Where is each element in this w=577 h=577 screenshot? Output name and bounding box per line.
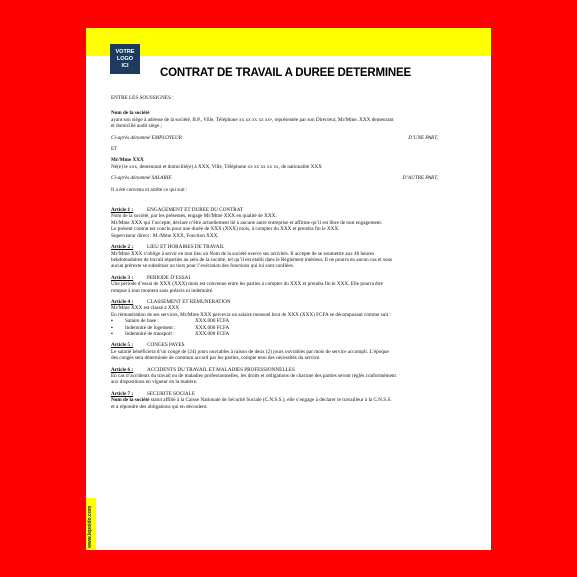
article-line: Une période d’essai de XXX (XXX) mois est convenue entre les parties à compter du XXX et prendra fin le XXX. Elle pourra être xyxy=(111,281,383,288)
article-line: En cas d’accidents du travail ou de maladies professionnelles, les droits et obligations de chacune des parties seront réglés conformément xyxy=(111,373,396,379)
logo-line: LOGO xyxy=(116,55,134,62)
article-line: hebdomadaires de travail réparties au sein de la société, tel qu’il est établi dans le Règlement intérieur. Il ne pourra en aucun cas et sous xyxy=(111,256,393,263)
article-line: Superviseur direct : M./Mme XXX, Fonction XXX. xyxy=(111,232,219,239)
article-line: Le salarié bénéficiera d’un congé de (24) jours ouvrables à raison de deux (2) jours ouvrables par mois de service accompli. L’époque xyxy=(111,348,389,355)
employer-line: ayant son siège à adresse de la société, B.P., Ville, Téléphone xx xx xx xx xx•, représentée par son Directeur, Mr/Mme. XXX demeurant xyxy=(111,116,394,123)
article-line: En rémunération de ses services, Mr/Mme XXX percevra un salaire mensuel brut de XXX (XXX) FCFA se décomposant comme suit : xyxy=(111,311,391,318)
article-title: PERIODE D’ESSAI xyxy=(147,274,191,281)
salary-item-label: ▪ Salaire de base : xyxy=(125,318,159,325)
employer-line: et domicilié audit siège ; xyxy=(111,123,162,130)
article-lead-bold: Nom de la société xyxy=(111,397,150,404)
salary-item-label: ▪ Indemnité de transport : xyxy=(125,330,175,337)
employer-name: Nom de la société xyxy=(111,110,150,117)
logo-placeholder xyxy=(110,44,140,74)
article-label: Article 3 : xyxy=(111,274,134,281)
article-label: Article 2 : xyxy=(111,244,134,251)
salary-item-value: XXX.000 FCFA xyxy=(195,318,230,325)
article-title: LIEU ET HORAIRES DE TRAVAIL xyxy=(147,244,225,251)
employee-part: D’AUTRE PART, xyxy=(402,175,438,182)
top-band xyxy=(86,28,491,56)
article-line: Nom de la société, par les présentes, engage Mr/Mme XXX en qualité de XXX. xyxy=(111,213,277,220)
employee-line: Né(e) le xxx, demeurant et domicilié(e) à XXX, Ville, Téléphone xx xx xx xx xx, de nationalité XXX xyxy=(111,163,322,170)
employer-part: D’UNE PART, xyxy=(408,134,438,141)
article-label: Article 1 : xyxy=(111,207,134,214)
article-line: Mr/Mme XXX est classé à XXX xyxy=(111,305,180,312)
article-line: Mr/Mme XXX qui l’accepte, déclare n’être actuellement lié à aucune autre entreprise et affirme qu’il est libre de tout engagement. xyxy=(111,219,383,226)
salary-breakdown xyxy=(111,318,468,337)
article-line: aux dispositions en vigueur en la matière. xyxy=(111,379,198,386)
article-line: Mr/Mme XXX s’oblige à servir en tout lieu où Nom de la société exerce ses activités. Il accepte de se soumettre aux 40 heures xyxy=(111,250,375,257)
article-line: Le présent contrat est conclu pour une durée de XXX (XXX) mois, à compter du XXX et prendra fin le XXX. xyxy=(111,226,340,233)
logo-line: ICI xyxy=(121,62,129,69)
article-label: Article 6 : xyxy=(111,366,134,373)
employee-name: Mr/Mme XXX xyxy=(111,157,144,164)
article-title: SECURITE SOCIALE xyxy=(147,390,195,397)
side-band xyxy=(86,498,96,550)
salary-item-value: XXX.000 FCFA xyxy=(195,324,230,331)
agreed-statement: Il a été convenu et arrêté ce qui suit : xyxy=(111,186,188,193)
article-title: ENGAGEMENT ET DUREE DU CONTRAT xyxy=(147,207,244,214)
article-line: aucun prétexte se substituer un tiers pour l’exécution des fonctions qui lui sont confiées. xyxy=(111,263,294,270)
contract-body xyxy=(111,95,468,410)
document-title: CONTRAT DE TRAVAIL A DUREE DETERMINEE xyxy=(160,67,411,79)
employee-role: Ci-après dénommé SALARIE xyxy=(111,175,172,182)
employer-role: Ci-après dénommé EMPLOYEUR xyxy=(111,134,182,141)
article-title: ACCIDENTS DU TRAVAIL ET MALADIES PROFESSIONNELLES xyxy=(147,366,295,373)
logo-line: VOTRE xyxy=(115,48,135,55)
article-line: des congés sera déterminée de commun accord par les parties, compte tenu des nécessités du service. xyxy=(111,355,321,362)
article-label: Article 5 : xyxy=(111,342,134,349)
et-label: ET xyxy=(111,146,118,153)
article-line: et à répondre des obligations qui en découlent. xyxy=(111,403,208,410)
article-line: rompue à tout moment sans préavis ni indemnité. xyxy=(111,287,214,294)
salary-item-value: XXX.000 FCFA xyxy=(195,330,230,337)
article-title: CONGES PAYES xyxy=(147,342,185,349)
document-page xyxy=(86,28,491,550)
salary-item-label: ▪ Indemnité de logement : xyxy=(125,324,176,331)
intro: ENTRE LES SOUSSIGNES : xyxy=(111,95,174,101)
article-line-text: statut affilié à la Caisse Nationale de Sécurité Sociale (C.N.S.S.), elle s’engage à déclarer le travailleur à la C.N.S.S. xyxy=(150,397,392,404)
website-watermark: www.lepoido.com xyxy=(87,505,93,548)
article-title: CLASSEMENT ET REMUNERATION xyxy=(147,298,231,305)
article-label: Article 4 : xyxy=(111,298,134,305)
article-label: Article 7 : xyxy=(111,390,134,397)
